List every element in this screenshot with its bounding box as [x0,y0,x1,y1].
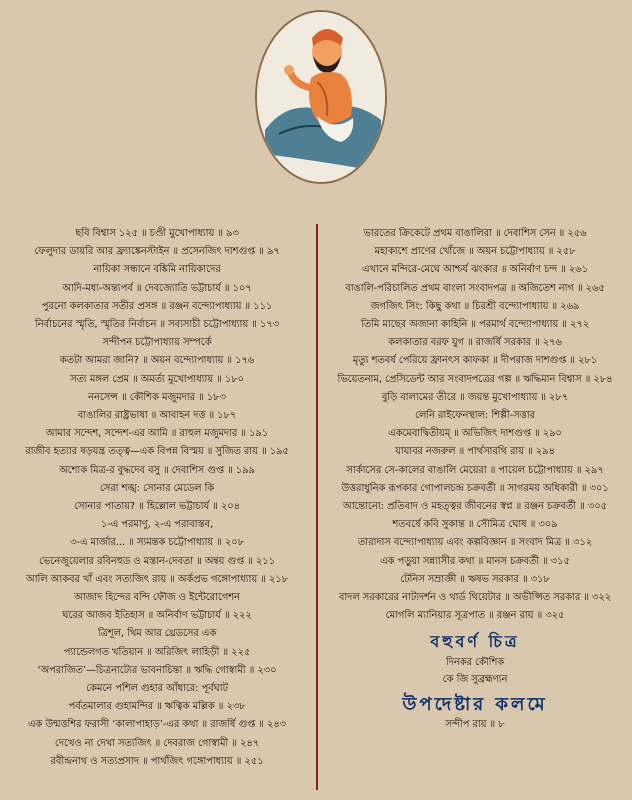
painting-figure-image [257,12,385,182]
toc-entry: এখানে মন্দিরে-মেঘে আশ্চর্য ঝংকার ॥ অনির্বাণ চন্দ ॥ ২৬১ [361,264,589,276]
toc-entry: নির্বাচনের স্মৃতি, স্মৃতির নির্বাচন ॥ সব্যসাচী চট্টোপাধ্যায় ॥ ১৭৩ [35,319,279,331]
toc-entry: সার্কাসের সে-কালের বাঙালি মেয়েরা ॥ পায়েল চট্টোপাধ্যায় ॥ ২৯৭ [346,464,604,476]
toc-entry: বাদল সরকারের নাট্যদর্শন ও থার্ড থিয়েটার ॥ অভীপ্সিত সরকার ॥ ৩২২ [338,592,612,604]
toc-entry: রাজীব হত্যার ষড়যন্ত্র তত্ত্ব—এক বিপন্ন বিস্ময় ॥ সুজিত রায় ॥ ১৯৫ [25,446,289,458]
toc-entry: বাঙালি-পরিচালিত প্রথম বাংলা সংবাদপত্র ॥ অজিতেশ নাগ ॥ ২৬৫ [345,282,605,294]
toc-entry: তারাদাস বন্দ্যোপাধ্যায় এবং কল্পবিজ্ঞান ॥ সংবাদ মিত্র ॥ ৩১২ [357,537,593,549]
toc-entry: একমেবাদ্বিতীয়ম্‌ ॥ অভিজিৎ দাশগুপ্ত ॥ ২৯০ [388,428,562,440]
toc-entry: রবীন্দ্রনাথ ও সত্যপ্রসাদ ॥ পার্থজিৎ গঙ্গোপাধ্যায় ॥ ২৫১ [50,755,264,767]
toc-entry: ভারতের ক্রিকেটে প্রথম বাঙালিরা ॥ দেবাশিস সেন ॥ ২৫৬ [363,228,587,239]
toc-entry: যাযাবর নজরুল ॥ পার্থসারথি রায় ॥ ২৯৪ [395,446,555,458]
toc-entry: কতটা আমরা জানি? ॥ অয়ন বন্দ্যোপাধ্যায় ॥ ১৭৬ [59,355,255,367]
toc-entry: কেমনে পশিল গুহার আঁধারে: পূর্বঘাট [86,683,228,695]
toc-right-entries [322,225,628,625]
toc-entry: এক পড়ুয়া সন্ন্যাসীর কথা ॥ মানস চক্রবর্তী ॥ ৩১৫ [380,555,570,567]
toc-entry: ননসেন্স ॥ কৌশিক মজুমদার ॥ ১৮৩ [88,391,226,403]
column-divider [316,224,318,790]
toc-entry: ভিয়েতনাম, প্রেসিডেন্ট আর সংবাদপত্রের গল্প ॥ ঋদ্ধিমান বিশ্বাস ॥ ২৮৪ [337,373,613,385]
toc-entry: দেখেও না দেখা সত্যজিৎ ॥ দেবরাজ গোস্বামী ॥ ২৪৭ [54,737,260,749]
toc-entry: আজাদ হিন্দের বন্দি ফৌজ ও ইন্টেরোগেশন [74,592,240,604]
toc-entry: শতবর্ষে কবি সুকান্ত ॥ সৌমিত্র ঘোষ ॥ ৩০৯ [392,519,558,531]
toc-entry: বুড়ি বালামের তীরে ॥ জয়ন্ত মুখোপাধ্যায় ॥ ২৮৭ [381,391,569,403]
toc-left-column [4,225,310,771]
toc-entry: ত্রিশূল, থিম আর থ্রেডসের এক [97,628,217,640]
section-title-color-pictures: বহুবর্ণ চিত্র [430,632,520,652]
toc-entry: কলকাতার বরফ যুগ ॥ রাজর্ষি সরকার ॥ ২৭৬ [388,337,562,349]
toc-entry: মৃত্যু শতবর্ষ পেরিয়ে ফ্রানৎস কাফকা ॥ দীপরাজ দাশগুপ্ত ॥ ২৮১ [352,355,598,367]
section-title-advisor: উপদেষ্টার কলমে [402,693,548,715]
toc-entry: আলি আকবর খাঁ এবং সত্যজিৎ রায় ॥ অর্কপ্রভ গঙ্গোপাধ্যায় ॥ ২১৮ [26,573,288,585]
toc-entry: সত্য মঙ্গল প্রেম ॥ অমর্ত্য মুখোপাধ্যায় ॥ ১৮০ [70,373,244,385]
toc-entry: সন্দীপন চট্টোপাধ্যায় সম্পর্কে [102,337,212,349]
toc-entry: নায়িকা সন্ধানে বঙ্কিমি নায়িকাদের [93,264,221,276]
toc-entry: উত্তরাধুনিক রূপকার গোপালচন্দ্র চক্রবর্তী ॥ সাগরময় অধিকারী ॥ ৩০১ [341,482,609,494]
kalighat-painting-illustration [255,10,387,184]
toc-entry: প্যান্ডেলগত খতিয়ান ॥ অরিজিৎ লাহিড়ী ॥ ২২৫ [63,646,251,658]
toc-entry: ১-এ পরমাণু, ২-এ পরাবাস্তব, [100,519,214,531]
toc-entry: তিমি মাছের অজানা কাহিনি ॥ পরমার্থ বন্দ্যোপাধ্যায় ॥ ২৭২ [360,319,590,331]
toc-entry: এক উন্মত্তশির ফরাসী ‘কালাপাহাড়’-এর কথা ॥ রাজর্ষি গুপ্ত ॥ ২৪৩ [27,719,287,731]
toc-entry: জগজিৎ সিং: কিছু কথা ॥ চিরশ্রী বন্দ্যোপাধ্যায় ॥ ২৬৯ [370,300,580,312]
toc-entry: লেনি রাইফেনস্থাল: শিল্পী-সত্তার [415,410,535,422]
toc-entry: সোনার পাতায়? ॥ হিল্লোল ভট্টাচার্য ॥ ২০৪ [74,501,240,513]
toc-entry: আন্তোনো: প্রতিবাদ ও মহত্ত্বর জীবনের স্বপ্ন ॥ রঞ্জন চক্রবর্তী ॥ ৩০৫ [343,501,607,513]
section-line: সন্দীপ রায় ॥ ৮ [445,718,505,730]
toc-entry: টেনিস সম্রাজ্ঞী ॥ ঋষভ সরকার ॥ ৩১৮ [400,573,550,585]
toc-entry: পর্বতমালার গুহামন্দির ॥ ঋত্বিক মল্লিক ॥ ২৩৮ [68,701,246,713]
toc-entry: ভেনেজুয়েলার রবিনহুড ও মস্তান-দেবতা ॥ অন্বয় গুপ্ত ॥ ২১১ [39,555,275,567]
toc-entry: অশোক মিত্র-র বুদ্ধদেব বসু ॥ দেবাশিস গুপ্ত ॥ ১৯৯ [59,464,255,476]
toc-entry: ৩-এ মার্জার... ॥ স্যমন্তক চট্টোপাধ্যায় ॥ ২০৮ [70,537,244,549]
toc-entry: ফেলুদার ডায়রি আর ফ্র্যাঙ্কেনস্টাইন ॥ প্রসেনজিৎ দাশগুপ্ত ॥ ৯৭ [34,246,280,258]
toc-entry: মহাকাশে প্রাণের খোঁজে ॥ অয়ন চট্টোপাধ্যায় ॥ ২৫৮ [374,246,576,258]
toc-entry: আদি-মধ্য-অন্ত্যপর্ব ॥ দেবজ্যোতি ভট্টাচার্য ॥ ১০৭ [62,282,252,294]
toc-entry: ‘অপরাজিত’—চিত্রনাট্যের ভাবনাচিন্তা ॥ ঋদ্ধি গোস্বামী ॥ ২৩০ [37,664,277,676]
toc-entry: ঘরের আজব ইতিহাস ॥ অনির্বাণ ভট্টাচার্য ॥ ২২২ [62,610,252,622]
toc-right-column [322,225,628,733]
section-line: কে জি সুব্রহ্মণ্যন [442,673,508,685]
toc-entry: বাঙালির রাষ্ট্রভাষা ॥ আবাহন দত্ত ॥ ১৮৭ [77,410,237,422]
toc-entry: ছবি বিশ্বাস ১২৫ ॥ চণ্ডী মুখোপাধ্যায় ॥ ৯৩ [75,228,239,239]
toc-entry: সেরা শঙ্খ: সোনার মেডেল কি [99,482,215,494]
toc-entry: আমার সন্দেশ, সন্দেশ-এর আমি ॥ রাহুল মজুমদার ॥ ১৯১ [45,428,269,440]
toc-entry: মোগলি ম্যানিয়ার সূত্রপাত ॥ রঞ্জন রায় ॥ ৩২৫ [385,610,565,622]
toc-entry: পুরনো কলকাতার সতীর প্রসঙ্গ ॥ রঞ্জন বন্দ্যোপাধ্যায় ॥ ১১১ [41,300,273,312]
section-line: দিনকর কৌশিক [445,656,505,668]
